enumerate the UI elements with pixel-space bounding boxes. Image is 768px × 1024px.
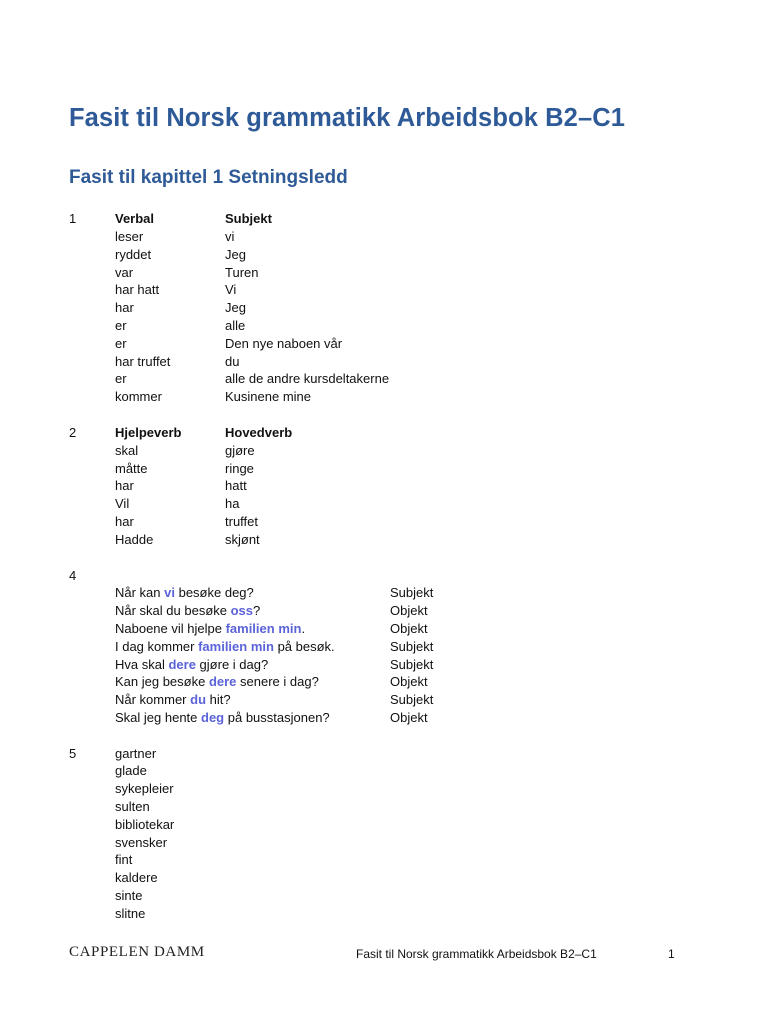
sentence [115,691,231,709]
cell-subjekt: Den nye naboen vår [225,335,343,351]
exercise-number: 2 [69,425,77,440]
list-item: gartner [115,745,157,761]
cell-hovedverb: hatt [225,478,247,494]
column-header: Hjelpeverb [115,425,182,440]
list-item-text: slitne [115,905,146,921]
list-item-text: svensker [115,834,168,850]
cell-hjelpeverb: Hadde [115,531,154,547]
page-title: Fasit til Norsk grammatikk Arbeidsbok B2–C1 [69,104,626,132]
footer-title: Fasit til Norsk grammatikk Arbeidsbok B2–C1 [356,947,597,961]
cell-role: Objekt [390,603,428,619]
list-item-text: sykepleier [115,781,174,797]
highlighted-word: du [190,692,207,708]
sentence-text: Når kan [115,585,165,601]
sentence-text: gjøre i dag? [195,656,269,672]
highlighted-word: dere [208,674,237,690]
cell-role: Objekt [390,621,428,636]
cell-verbal: ryddet [115,246,152,262]
list-item-text: sulten [115,799,150,814]
highlighted-word: familien min [225,621,302,636]
cell-hjelpeverb: har [115,478,134,494]
sentence [115,673,319,691]
sentence-text: Skal jeg hente [115,710,202,725]
cell-subjekt: vi [225,229,235,244]
exercise-number: 1 [69,211,77,226]
sentence-text: senere i dag? [236,674,319,690]
cell-hovedverb: gjøre [225,442,255,458]
cell-subjekt: alle de andre kursdeltakerne [225,371,390,387]
cell-subjekt: Vi [225,282,237,298]
cell-verbal: er [115,318,127,333]
cell-role: Subjekt [390,656,434,672]
cell-hovedverb: truffet [225,514,259,529]
cell-role: Subjekt [390,692,434,708]
sentence-text: Kan jeg besøke [115,674,209,690]
cell-verbal: leser [115,229,144,244]
cell-verbal: har hatt [115,282,160,298]
chapter-title: Fasit til kapittel 1 Setningsledd [69,167,348,188]
list-item-text: fint [115,852,133,868]
column-header: Hovedverb [225,425,293,440]
column-header: Subjekt [225,211,272,226]
page-number: 1 [668,947,675,961]
list-item-text: kaldere [115,870,158,886]
cell-verbal: har [115,300,134,316]
sentence-text: på busstasjonen? [224,710,330,725]
sentence-text: . [301,621,306,636]
highlighted-word: oss [230,603,254,619]
publisher-logo: CAPPELEN DAMM [69,944,205,960]
cell-verbal: kommer [115,389,162,405]
sentence-text: I dag kommer [115,638,199,654]
list-item-text: glade [115,763,147,779]
sentence-text: Når skal du besøke [115,603,231,619]
sentence-text: på besøk. [273,638,335,654]
sentence-text: Naboene vil hjelpe [115,621,226,636]
cell-hjelpeverb: måtte [115,460,148,476]
cell-verbal: er [115,371,127,387]
highlighted-word: deg [201,710,225,725]
cell-hjelpeverb: har [115,514,134,529]
cell-verbal: har truffet [115,353,171,369]
cell-hovedverb: ha [225,496,240,512]
cell-verbal: var [115,264,134,280]
sentence [115,709,330,727]
cell-hjelpeverb: Vil [115,496,130,512]
sentence [115,620,305,638]
cell-hjelpeverb: skal [115,442,139,458]
cell-role: Subjekt [390,638,434,654]
column-header: Verbal [115,211,155,226]
cell-subjekt: alle [225,318,246,333]
exercise-number: 4 [69,567,77,583]
cell-subjekt: Turen [225,264,259,280]
cell-subjekt: Jeg [225,246,246,262]
sentence-text: hit? [206,692,231,708]
cell-hovedverb: skjønt [225,531,260,547]
cell-role: Objekt [390,710,428,725]
highlighted-word: vi [164,585,175,601]
sentence [115,656,268,674]
sentence [115,638,335,656]
list-item-text: sinte [115,888,143,903]
cell-verbal: er [115,335,127,351]
list-item-text: bibliotekar [115,816,175,832]
highlighted-word: familien min [198,638,274,654]
sentence [115,584,254,602]
cell-subjekt: du [225,353,240,369]
cell-subjekt: Kusinene mine [225,389,311,405]
cell-role: Subjekt [390,585,434,601]
cell-role: Objekt [390,674,428,690]
cell-subjekt: Jeg [225,300,246,316]
sentence-text: Hva skal [115,656,169,672]
sentence [115,602,260,620]
cell-hovedverb: ringe [225,460,254,476]
highlighted-word: dere [168,656,196,672]
sentence-text: besøke deg? [174,585,254,601]
sentence-text: Når kommer [115,692,191,708]
exercise-number: 5 [69,745,77,761]
sentence-text: ? [253,603,261,619]
